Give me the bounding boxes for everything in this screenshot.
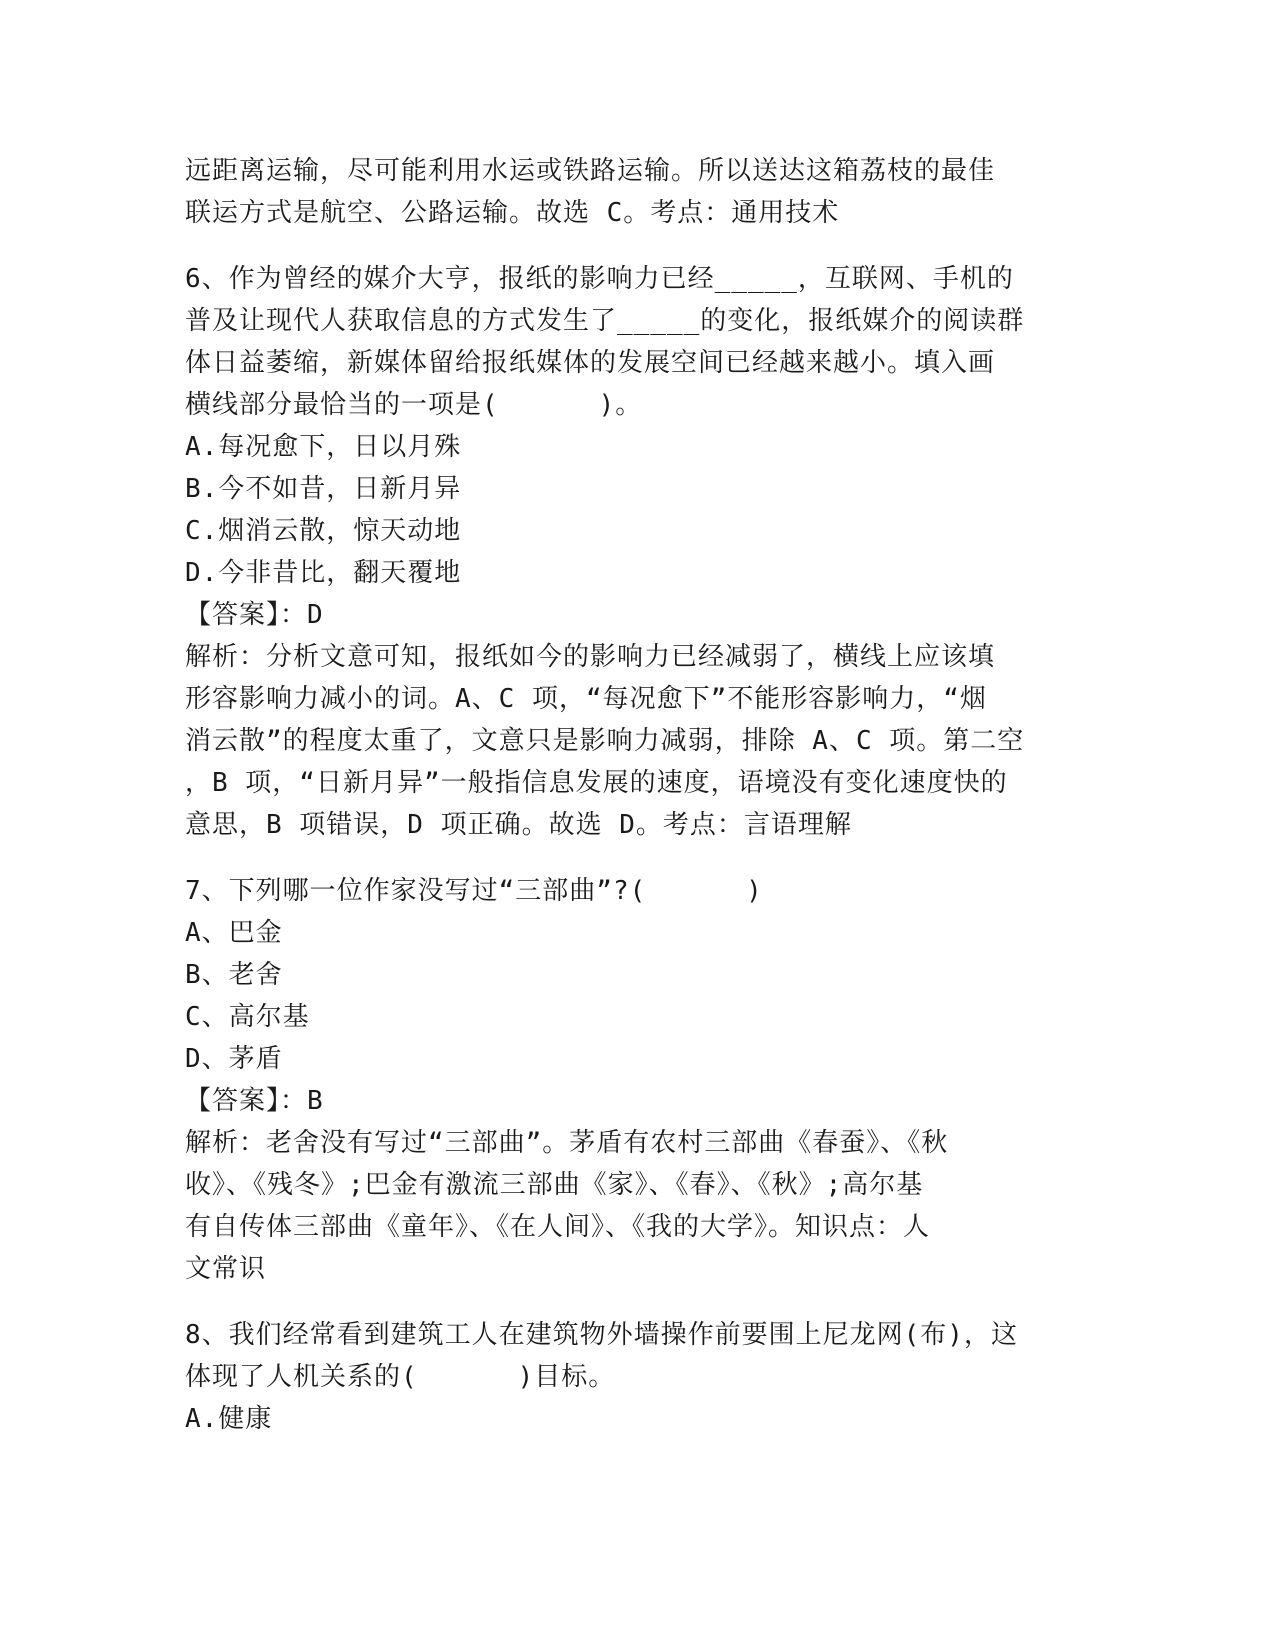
question-text: 横线部分最恰当的一项是( )。	[185, 390, 643, 420]
option-c: C、高尔基	[185, 1002, 310, 1032]
question-text: 普及让现代人获取信息的方式发生了_____的变化，报纸媒介的阅读群	[185, 306, 1025, 336]
question-text: 8、我们经常看到建筑工人在建筑物外墙操作前要围上尼龙网(布)，这	[185, 1320, 1018, 1350]
option-a: A.健康	[185, 1404, 273, 1434]
text-line: 联运方式是航空、公路运输。故选 C。考点：通用技术	[185, 198, 840, 228]
option-a: A、巴金	[185, 918, 283, 948]
option-a: A.每况愈下，日以月殊	[185, 432, 462, 462]
option-c: C.烟消云散，惊天动地	[185, 516, 462, 546]
explanation-text: 意思，B 项错误，D 项正确。故选 D。考点：言语理解	[185, 810, 852, 840]
question-7	[185, 870, 1085, 1290]
question-text: 体现了人机关系的( )目标。	[185, 1362, 616, 1392]
text-line: 远距离运输，尽可能利用水运或铁路运输。所以送达这箱荔枝的最佳	[185, 156, 996, 186]
answer: 【答案】：B	[185, 1086, 324, 1116]
question-text: 体日益萎缩，新媒体留给报纸媒体的发展空间已经越来越小。填入画	[185, 348, 996, 378]
question-text: 7、下列哪一位作家没写过“三部曲”?( )	[185, 876, 763, 906]
option-d: D.今非昔比，翻天覆地	[185, 558, 462, 588]
explanation-text: 有自传体三部曲《童年》、《在人间》、《我的大学》。知识点：人	[185, 1212, 931, 1242]
option-b: B.今不如昔，日新月异	[185, 474, 462, 504]
question-8	[185, 1314, 1085, 1440]
explanation-text: 解析：分析文意可知，报纸如今的影响力已经减弱了，横线上应该填	[185, 642, 996, 672]
explanation-text: ，B 项，“日新月异”一般指信息发展的速度，语境没有变化速度快的	[185, 768, 1008, 798]
explanation-text: 消云散”的程度太重了，文意只是影响力减弱，排除 A、C 项。第二空	[185, 726, 1025, 756]
document-page	[185, 150, 1085, 1440]
question-text: 6、作为曾经的媒介大亨，报纸的影响力已经_____，互联网、手机的	[185, 264, 1014, 294]
option-b: B、老舍	[185, 960, 283, 990]
explanation-text: 文常识	[185, 1254, 267, 1284]
explanation-text: 收》、《残冬》;巴金有激流三部曲《家》、《春》、《秋》;高尔基	[185, 1170, 924, 1200]
answer: 【答案】：D	[185, 600, 324, 630]
previous-explanation	[185, 150, 1085, 234]
explanation-text: 形容影响力减小的词。A、C 项，“每况愈下”不能形容影响力，“烟	[185, 684, 987, 714]
explanation-text: 解析：老舍没有写过“三部曲”。茅盾有农村三部曲《春蚕》、《秋	[185, 1128, 949, 1158]
question-6	[185, 258, 1085, 846]
option-d: D、茅盾	[185, 1044, 283, 1074]
